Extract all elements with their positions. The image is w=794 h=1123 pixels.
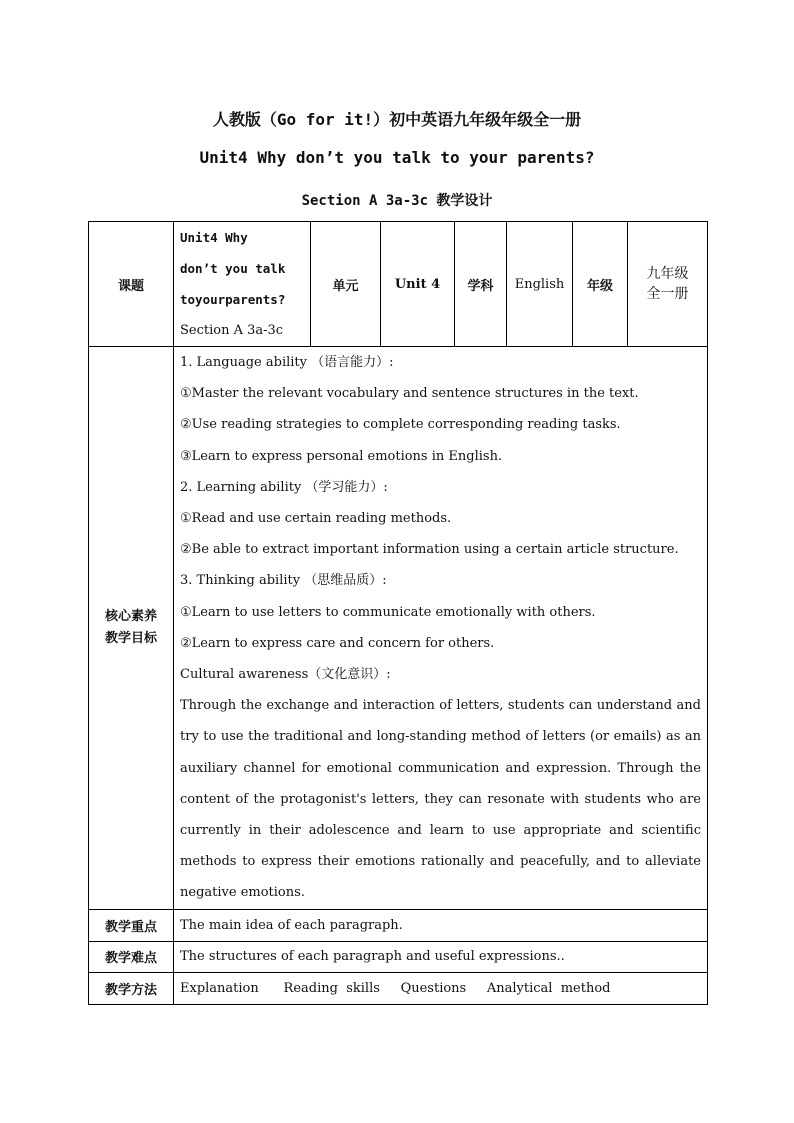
subject-label: 学科 (455, 222, 507, 347)
lesson-section-line: Section A 3a-3c (180, 323, 284, 338)
lesson-title-cell (174, 222, 311, 347)
objectives-label-line: 教学目标 (104, 630, 157, 646)
objective-line: Cultural awareness（文化意识）: (180, 667, 391, 683)
objective-line: 2. Learning ability （学习能力）: (180, 479, 388, 495)
section-title: Section A 3a-3c 教学设计 (301, 193, 493, 209)
methods-value: Explanation Reading skills Questions Analytical method (174, 972, 708, 1004)
grade-value-line: 全一册 (646, 286, 689, 302)
methods-label: 教学方法 (89, 972, 174, 1004)
key-points-label: 教学重点 (89, 909, 174, 941)
objective-line: 1. Language ability （语言能力）: (180, 355, 394, 370)
document-title: 人教版（Go for it!）初中英语九年级年级全一册 (212, 110, 582, 129)
table-row-key-points (89, 909, 708, 941)
grade-label: 年级 (573, 222, 628, 347)
grade-value (628, 222, 708, 347)
objective-line: 3. Thinking ability （思维品质）: (180, 573, 387, 589)
lesson-title-line: toyourparents? (180, 292, 286, 307)
unit-label: 单元 (311, 222, 381, 347)
subject-value: English (507, 222, 573, 347)
difficulties-value: The structures of each paragraph and useful expressions.. (174, 941, 708, 972)
objectives-label-line: 核心素养 (104, 608, 157, 624)
table-row-objectives (89, 347, 708, 910)
difficulties-label: 教学难点 (89, 941, 174, 972)
lesson-title-line: don’t you talk (180, 261, 286, 276)
objectives-label (89, 347, 174, 910)
objective-line: ②Learn to express care and concern for others. (180, 635, 495, 651)
objective-line: ①Read and use certain reading methods. (180, 511, 452, 527)
cultural-awareness-paragraph: Through the exchange and interaction of letters, students can understand and try to use the traditional and long-standing method of letters (or emails) as an auxiliary channel for emotional communication and expression. Through the content of the protagonist's letters, they can resonate with students who are currently in their adolescence and learn to use appropriate and scientific methods to express their emotions rationally and peacefully, and to alleviate negative emotions. (180, 698, 701, 901)
objective-line: ②Use reading strategies to complete corresponding reading tasks. (180, 417, 621, 433)
unit-value: Unit 4 (381, 222, 455, 347)
grade-value-line: 九年级 (646, 266, 689, 282)
topic-label: 课题 (89, 222, 174, 347)
objective-line: ①Master the relevant vocabulary and sentence structures in the text. (180, 386, 639, 402)
objective-line: ①Learn to use letters to communicate emotionally with others. (180, 604, 596, 620)
key-points-value: The main idea of each paragraph. (174, 909, 708, 941)
objective-line: ③Learn to express personal emotions in English. (180, 448, 503, 464)
lesson-plan-table (88, 221, 708, 1005)
objective-line: ②Be able to extract important information using a certain article structure. (180, 542, 679, 558)
unit-title: Unit4 Why don’t you talk to your parents? (199, 148, 595, 167)
table-row-methods (89, 972, 708, 1004)
objectives-content (174, 347, 708, 910)
table-row-topic (89, 222, 708, 347)
table-row-difficulties (89, 941, 708, 972)
lesson-title-line: Unit4 Why (180, 230, 248, 245)
